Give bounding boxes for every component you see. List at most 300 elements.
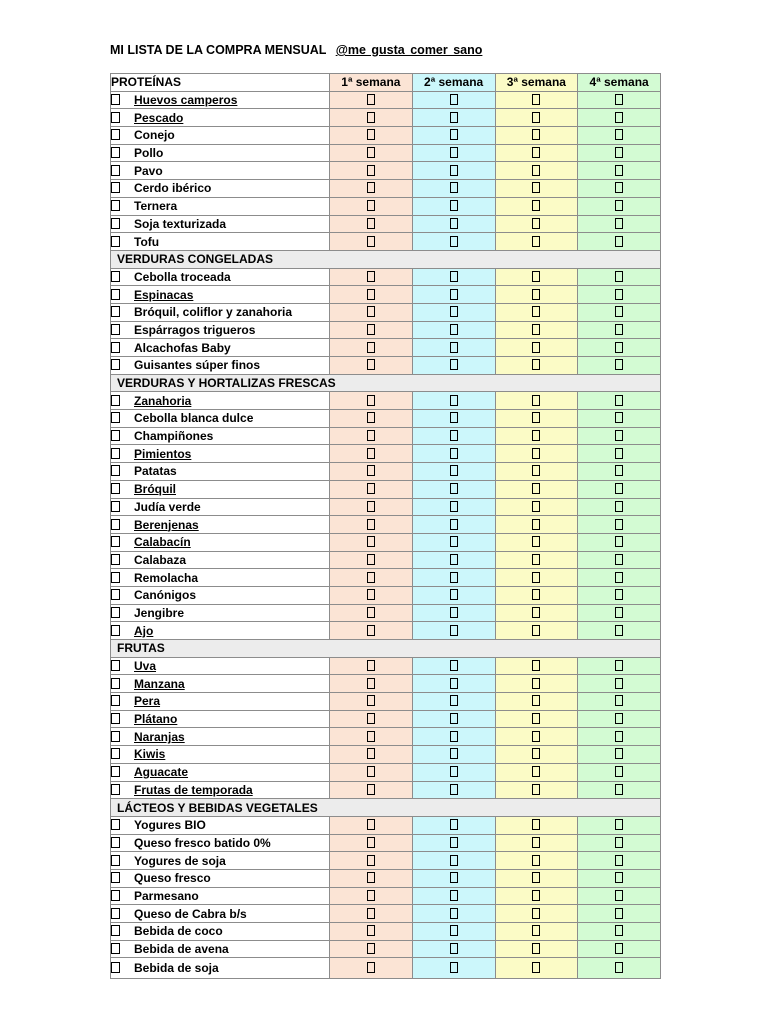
week-4-checkbox[interactable]: [615, 554, 623, 565]
list-item: [111, 728, 661, 746]
item-label: Cebolla troceada: [134, 269, 231, 284]
item-checkbox[interactable]: [111, 359, 120, 370]
item-checkbox[interactable]: [111, 342, 120, 353]
item-checkbox[interactable]: [111, 536, 120, 547]
item-label: Tofu: [134, 234, 160, 249]
week-4-checkbox[interactable]: [615, 837, 623, 848]
week-1-checkbox[interactable]: [367, 342, 375, 353]
week-3-checkbox[interactable]: [532, 483, 540, 494]
week-3-checkbox[interactable]: [532, 678, 540, 689]
item-checkbox[interactable]: [111, 713, 120, 724]
week-3-checkbox[interactable]: [532, 165, 540, 176]
week-1-checkbox[interactable]: [367, 182, 375, 193]
week-3-checkbox[interactable]: [532, 359, 540, 370]
week-3-checkbox[interactable]: [532, 731, 540, 742]
week-1-checkbox[interactable]: [367, 306, 375, 317]
week-2-checkbox[interactable]: [450, 236, 458, 247]
week-1-checkbox[interactable]: [367, 713, 375, 724]
week-2-checkbox[interactable]: [450, 855, 458, 866]
week-3-checkbox[interactable]: [532, 695, 540, 706]
week-1-checkbox[interactable]: [367, 430, 375, 441]
week-4-checkbox[interactable]: [615, 165, 623, 176]
week-4-checkbox[interactable]: [615, 519, 623, 530]
week-2-checkbox[interactable]: [450, 766, 458, 777]
week-2-checkbox[interactable]: [450, 625, 458, 636]
week-1-checkbox[interactable]: [367, 289, 375, 300]
week-4-checkbox[interactable]: [615, 748, 623, 759]
week-1-checkbox[interactable]: [367, 925, 375, 936]
week-2-checkbox[interactable]: [450, 784, 458, 795]
week-2-cell: [412, 958, 495, 979]
week-4-checkbox[interactable]: [615, 94, 623, 105]
week-4-cell: [578, 569, 661, 587]
list-item: [111, 357, 661, 375]
week-1-checkbox[interactable]: [367, 908, 375, 919]
item-checkbox[interactable]: [111, 890, 120, 901]
week-1-checkbox[interactable]: [367, 412, 375, 423]
item-cell: [111, 197, 330, 215]
week-3-cell: [495, 463, 578, 481]
item-checkbox[interactable]: [111, 483, 120, 494]
list-item: [111, 622, 661, 640]
item-cell: [111, 710, 330, 728]
week-4-checkbox[interactable]: [615, 359, 623, 370]
week-2-checkbox[interactable]: [450, 748, 458, 759]
week-2-checkbox[interactable]: [450, 306, 458, 317]
week-2-checkbox[interactable]: [450, 200, 458, 211]
week-2-checkbox[interactable]: [450, 483, 458, 494]
week-2-checkbox[interactable]: [450, 731, 458, 742]
week-4-checkbox[interactable]: [615, 501, 623, 512]
week-4-checkbox[interactable]: [615, 731, 623, 742]
item-checkbox[interactable]: [111, 501, 120, 512]
week-4-checkbox[interactable]: [615, 784, 623, 795]
item-checkbox[interactable]: [111, 147, 120, 158]
week-4-checkbox[interactable]: [615, 607, 623, 618]
week-1-cell: [330, 746, 413, 764]
item-checkbox[interactable]: [111, 695, 120, 706]
list-item: [111, 197, 661, 215]
week-4-checkbox[interactable]: [615, 589, 623, 600]
item-checkbox[interactable]: [111, 748, 120, 759]
week-3-cell: [495, 286, 578, 304]
week-2-checkbox[interactable]: [450, 589, 458, 600]
item-checkbox[interactable]: [111, 731, 120, 742]
week-1-cell: [330, 604, 413, 622]
item-checkbox[interactable]: [111, 129, 120, 140]
week-2-checkbox[interactable]: [450, 837, 458, 848]
week-4-checkbox[interactable]: [615, 112, 623, 123]
week-1-checkbox[interactable]: [367, 554, 375, 565]
week-1-checkbox[interactable]: [367, 271, 375, 282]
week-4-checkbox[interactable]: [615, 430, 623, 441]
week-3-checkbox[interactable]: [532, 236, 540, 247]
item-checkbox[interactable]: [111, 837, 120, 848]
week-2-checkbox[interactable]: [450, 271, 458, 282]
week-4-checkbox[interactable]: [615, 713, 623, 724]
week-1-checkbox[interactable]: [367, 766, 375, 777]
week-2-checkbox[interactable]: [450, 218, 458, 229]
week-3-checkbox[interactable]: [532, 554, 540, 565]
week-4-cell: [578, 958, 661, 979]
item-checkbox[interactable]: [111, 943, 120, 954]
week-1-checkbox[interactable]: [367, 395, 375, 406]
item-checkbox[interactable]: [111, 289, 120, 300]
shopping-list-table: [110, 73, 661, 979]
week-4-checkbox[interactable]: [615, 218, 623, 229]
week-4-checkbox[interactable]: [615, 342, 623, 353]
week-2-checkbox[interactable]: [450, 182, 458, 193]
week-1-cell: [330, 905, 413, 923]
week-4-checkbox[interactable]: [615, 324, 623, 335]
week-3-checkbox[interactable]: [532, 218, 540, 229]
week-2-cell: [412, 498, 495, 516]
week-2-checkbox[interactable]: [450, 962, 458, 973]
week-3-checkbox[interactable]: [532, 430, 540, 441]
week-4-checkbox[interactable]: [615, 695, 623, 706]
week-2-checkbox[interactable]: [450, 165, 458, 176]
item-checkbox[interactable]: [111, 589, 120, 600]
week-1-checkbox[interactable]: [367, 501, 375, 512]
week-1-checkbox[interactable]: [367, 678, 375, 689]
item-cell: [111, 746, 330, 764]
category-header: PROTEÍNAS: [111, 74, 330, 92]
week-2-checkbox[interactable]: [450, 324, 458, 335]
week-4-checkbox[interactable]: [615, 872, 623, 883]
item-checkbox[interactable]: [111, 395, 120, 406]
week-2-checkbox[interactable]: [450, 342, 458, 353]
week-3-checkbox[interactable]: [532, 129, 540, 140]
item-checkbox[interactable]: [111, 112, 120, 123]
week-2-checkbox[interactable]: [450, 448, 458, 459]
week-2-cell: [412, 834, 495, 852]
week-4-cell: [578, 215, 661, 233]
item-label: Kiwis: [134, 747, 166, 762]
week-2-checkbox[interactable]: [450, 660, 458, 671]
item-checkbox[interactable]: [111, 660, 120, 671]
week-2-checkbox[interactable]: [450, 112, 458, 123]
week-1-checkbox[interactable]: [367, 837, 375, 848]
week-1-checkbox[interactable]: [367, 607, 375, 618]
week-4-checkbox[interactable]: [615, 962, 623, 973]
week-1-checkbox[interactable]: [367, 660, 375, 671]
week-3-checkbox[interactable]: [532, 306, 540, 317]
week-2-checkbox[interactable]: [450, 395, 458, 406]
item-checkbox[interactable]: [111, 572, 120, 583]
week-4-checkbox[interactable]: [615, 625, 623, 636]
week-3-checkbox[interactable]: [532, 890, 540, 901]
week-3-checkbox[interactable]: [532, 536, 540, 547]
item-checkbox[interactable]: [111, 94, 120, 105]
week-3-checkbox[interactable]: [532, 182, 540, 193]
week-4-checkbox[interactable]: [615, 147, 623, 158]
item-checkbox[interactable]: [111, 236, 120, 247]
item-checkbox[interactable]: [111, 625, 120, 636]
week-1-checkbox[interactable]: [367, 695, 375, 706]
list-item: [111, 339, 661, 357]
week-2-checkbox[interactable]: [450, 147, 458, 158]
list-item: [111, 233, 661, 251]
item-checkbox[interactable]: [111, 218, 120, 229]
week-4-checkbox[interactable]: [615, 448, 623, 459]
week-2-checkbox[interactable]: [450, 289, 458, 300]
week-3-checkbox[interactable]: [532, 519, 540, 530]
week-2-checkbox[interactable]: [450, 129, 458, 140]
week-2-cell: [412, 480, 495, 498]
week-1-checkbox[interactable]: [367, 94, 375, 105]
item-checkbox[interactable]: [111, 430, 120, 441]
week-4-checkbox[interactable]: [615, 465, 623, 476]
week-1-checkbox[interactable]: [367, 748, 375, 759]
week-2-checkbox[interactable]: [450, 572, 458, 583]
week-4-checkbox[interactable]: [615, 412, 623, 423]
week-4-checkbox[interactable]: [615, 483, 623, 494]
week-1-checkbox[interactable]: [367, 731, 375, 742]
week-1-checkbox[interactable]: [367, 465, 375, 476]
week-2-cell: [412, 357, 495, 375]
week-2-checkbox[interactable]: [450, 430, 458, 441]
week-2-cell: [412, 180, 495, 198]
week-2-checkbox[interactable]: [450, 908, 458, 919]
week-3-cell: [495, 162, 578, 180]
week-3-checkbox[interactable]: [532, 465, 540, 476]
header-row: [111, 74, 661, 92]
week-1-checkbox[interactable]: [367, 625, 375, 636]
week-4-cell: [578, 710, 661, 728]
week-1-checkbox[interactable]: [367, 129, 375, 140]
item-cell: [111, 569, 330, 587]
week-1-checkbox[interactable]: [367, 519, 375, 530]
week-3-checkbox[interactable]: [532, 837, 540, 848]
week-4-checkbox[interactable]: [615, 819, 623, 830]
week-2-checkbox[interactable]: [450, 872, 458, 883]
week-2-cell: [412, 215, 495, 233]
item-checkbox[interactable]: [111, 962, 120, 973]
week-4-checkbox[interactable]: [615, 236, 623, 247]
item-checkbox[interactable]: [111, 872, 120, 883]
week-4-checkbox[interactable]: [615, 200, 623, 211]
week-3-cell: [495, 781, 578, 799]
list-item: [111, 675, 661, 693]
week-3-checkbox[interactable]: [532, 855, 540, 866]
week-4-cell: [578, 321, 661, 339]
week-3-checkbox[interactable]: [532, 713, 540, 724]
week-4-checkbox[interactable]: [615, 908, 623, 919]
week-3-checkbox[interactable]: [532, 748, 540, 759]
item-checkbox[interactable]: [111, 607, 120, 618]
week-4-checkbox[interactable]: [615, 395, 623, 406]
item-checkbox[interactable]: [111, 678, 120, 689]
week-1-cell: [330, 940, 413, 958]
week-4-checkbox[interactable]: [615, 678, 623, 689]
week-3-checkbox[interactable]: [532, 112, 540, 123]
week-1-checkbox[interactable]: [367, 890, 375, 901]
week-4-checkbox[interactable]: [615, 306, 623, 317]
week-2-checkbox[interactable]: [450, 890, 458, 901]
week-2-checkbox[interactable]: [450, 925, 458, 936]
week-1-checkbox[interactable]: [367, 784, 375, 795]
week-3-checkbox[interactable]: [532, 819, 540, 830]
week-1-cell: [330, 91, 413, 109]
week-3-checkbox[interactable]: [532, 572, 540, 583]
week-4-checkbox[interactable]: [615, 572, 623, 583]
week-3-checkbox[interactable]: [532, 908, 540, 919]
week-3-checkbox[interactable]: [532, 501, 540, 512]
week-4-cell: [578, 392, 661, 410]
week-3-checkbox[interactable]: [532, 448, 540, 459]
week-3-cell: [495, 127, 578, 145]
item-checkbox[interactable]: [111, 784, 120, 795]
week-1-cell: [330, 162, 413, 180]
week-1-checkbox[interactable]: [367, 165, 375, 176]
list-item: [111, 144, 661, 162]
week-3-checkbox[interactable]: [532, 660, 540, 671]
week-4-checkbox[interactable]: [615, 271, 623, 282]
week-4-checkbox[interactable]: [615, 890, 623, 901]
item-checkbox[interactable]: [111, 766, 120, 777]
week-3-checkbox[interactable]: [532, 412, 540, 423]
item-checkbox[interactable]: [111, 448, 120, 459]
item-checkbox[interactable]: [111, 554, 120, 565]
week-1-checkbox[interactable]: [367, 962, 375, 973]
week-1-checkbox[interactable]: [367, 943, 375, 954]
week-3-checkbox[interactable]: [532, 589, 540, 600]
week-3-checkbox[interactable]: [532, 342, 540, 353]
category-row: [111, 640, 661, 658]
item-checkbox[interactable]: [111, 165, 120, 176]
week-3-cell: [495, 392, 578, 410]
week-3-cell: [495, 215, 578, 233]
item-cell: [111, 162, 330, 180]
week-2-cell: [412, 710, 495, 728]
week-3-checkbox[interactable]: [532, 147, 540, 158]
week-3-checkbox[interactable]: [532, 766, 540, 777]
item-checkbox[interactable]: [111, 412, 120, 423]
item-checkbox[interactable]: [111, 182, 120, 193]
week-2-checkbox[interactable]: [450, 94, 458, 105]
week-1-checkbox[interactable]: [367, 218, 375, 229]
week-4-cell: [578, 923, 661, 941]
week-4-checkbox[interactable]: [615, 943, 623, 954]
week-3-checkbox[interactable]: [532, 200, 540, 211]
week-3-cell: [495, 586, 578, 604]
week-3-cell: [495, 958, 578, 979]
week-3-checkbox[interactable]: [532, 289, 540, 300]
item-checkbox[interactable]: [111, 855, 120, 866]
week-3-checkbox[interactable]: [532, 784, 540, 795]
week-2-checkbox[interactable]: [450, 554, 458, 565]
week-4-cell: [578, 480, 661, 498]
week-1-checkbox[interactable]: [367, 236, 375, 247]
week-2-checkbox[interactable]: [450, 713, 458, 724]
week-4-checkbox[interactable]: [615, 660, 623, 671]
week-3-cell: [495, 233, 578, 251]
item-label: Pescado: [134, 110, 184, 125]
item-checkbox[interactable]: [111, 908, 120, 919]
week-4-checkbox[interactable]: [615, 855, 623, 866]
week-1-checkbox[interactable]: [367, 819, 375, 830]
week-2-checkbox[interactable]: [450, 519, 458, 530]
week-1-checkbox[interactable]: [367, 572, 375, 583]
item-checkbox[interactable]: [111, 271, 120, 282]
week-1-checkbox[interactable]: [367, 112, 375, 123]
week-4-checkbox[interactable]: [615, 536, 623, 547]
week-2-checkbox[interactable]: [450, 465, 458, 476]
week-2-checkbox[interactable]: [450, 359, 458, 370]
week-3-checkbox[interactable]: [532, 872, 540, 883]
week-1-checkbox[interactable]: [367, 200, 375, 211]
week-2-checkbox[interactable]: [450, 501, 458, 512]
item-checkbox[interactable]: [111, 925, 120, 936]
week-2-checkbox[interactable]: [450, 819, 458, 830]
week-4-checkbox[interactable]: [615, 289, 623, 300]
week-3-checkbox[interactable]: [532, 395, 540, 406]
item-label: Ternera: [134, 199, 178, 214]
week-2-checkbox[interactable]: [450, 607, 458, 618]
item-checkbox[interactable]: [111, 819, 120, 830]
item-checkbox[interactable]: [111, 200, 120, 211]
list-item: [111, 427, 661, 445]
week-3-checkbox[interactable]: [532, 962, 540, 973]
week-1-checkbox[interactable]: [367, 324, 375, 335]
week-4-cell: [578, 675, 661, 693]
week-4-checkbox[interactable]: [615, 925, 623, 936]
week-4-checkbox[interactable]: [615, 766, 623, 777]
week-1-checkbox[interactable]: [367, 536, 375, 547]
week-3-cell: [495, 480, 578, 498]
item-label: Conejo: [134, 128, 175, 143]
item-label: Espárragos trigueros: [134, 322, 256, 337]
week-3-checkbox[interactable]: [532, 943, 540, 954]
week-3-checkbox[interactable]: [532, 925, 540, 936]
week-2-cell: [412, 887, 495, 905]
list-item: [111, 923, 661, 941]
week-1-checkbox[interactable]: [367, 855, 375, 866]
week-1-checkbox[interactable]: [367, 872, 375, 883]
item-checkbox[interactable]: [111, 324, 120, 335]
week-3-checkbox[interactable]: [532, 271, 540, 282]
item-cell: [111, 693, 330, 711]
week-1-checkbox[interactable]: [367, 589, 375, 600]
week-2-checkbox[interactable]: [450, 695, 458, 706]
week-2-cell: [412, 781, 495, 799]
week-3-checkbox[interactable]: [532, 94, 540, 105]
week-4-checkbox[interactable]: [615, 129, 623, 140]
week-4-checkbox[interactable]: [615, 182, 623, 193]
week-2-checkbox[interactable]: [450, 536, 458, 547]
week-1-checkbox[interactable]: [367, 147, 375, 158]
week-2-checkbox[interactable]: [450, 678, 458, 689]
list-item: [111, 940, 661, 958]
week-3-cell: [495, 551, 578, 569]
item-checkbox[interactable]: [111, 465, 120, 476]
item-checkbox[interactable]: [111, 519, 120, 530]
item-label: Pollo: [134, 146, 164, 161]
week-3-checkbox[interactable]: [532, 625, 540, 636]
week-2-checkbox[interactable]: [450, 412, 458, 423]
week-1-checkbox[interactable]: [367, 483, 375, 494]
week-1-cell: [330, 303, 413, 321]
week-3-checkbox[interactable]: [532, 607, 540, 618]
week-2-checkbox[interactable]: [450, 943, 458, 954]
week-1-checkbox[interactable]: [367, 448, 375, 459]
week-3-checkbox[interactable]: [532, 324, 540, 335]
item-cell: [111, 905, 330, 923]
item-label: Alcachofas Baby: [134, 340, 231, 355]
item-cell: [111, 286, 330, 304]
week-1-checkbox[interactable]: [367, 359, 375, 370]
item-checkbox[interactable]: [111, 306, 120, 317]
